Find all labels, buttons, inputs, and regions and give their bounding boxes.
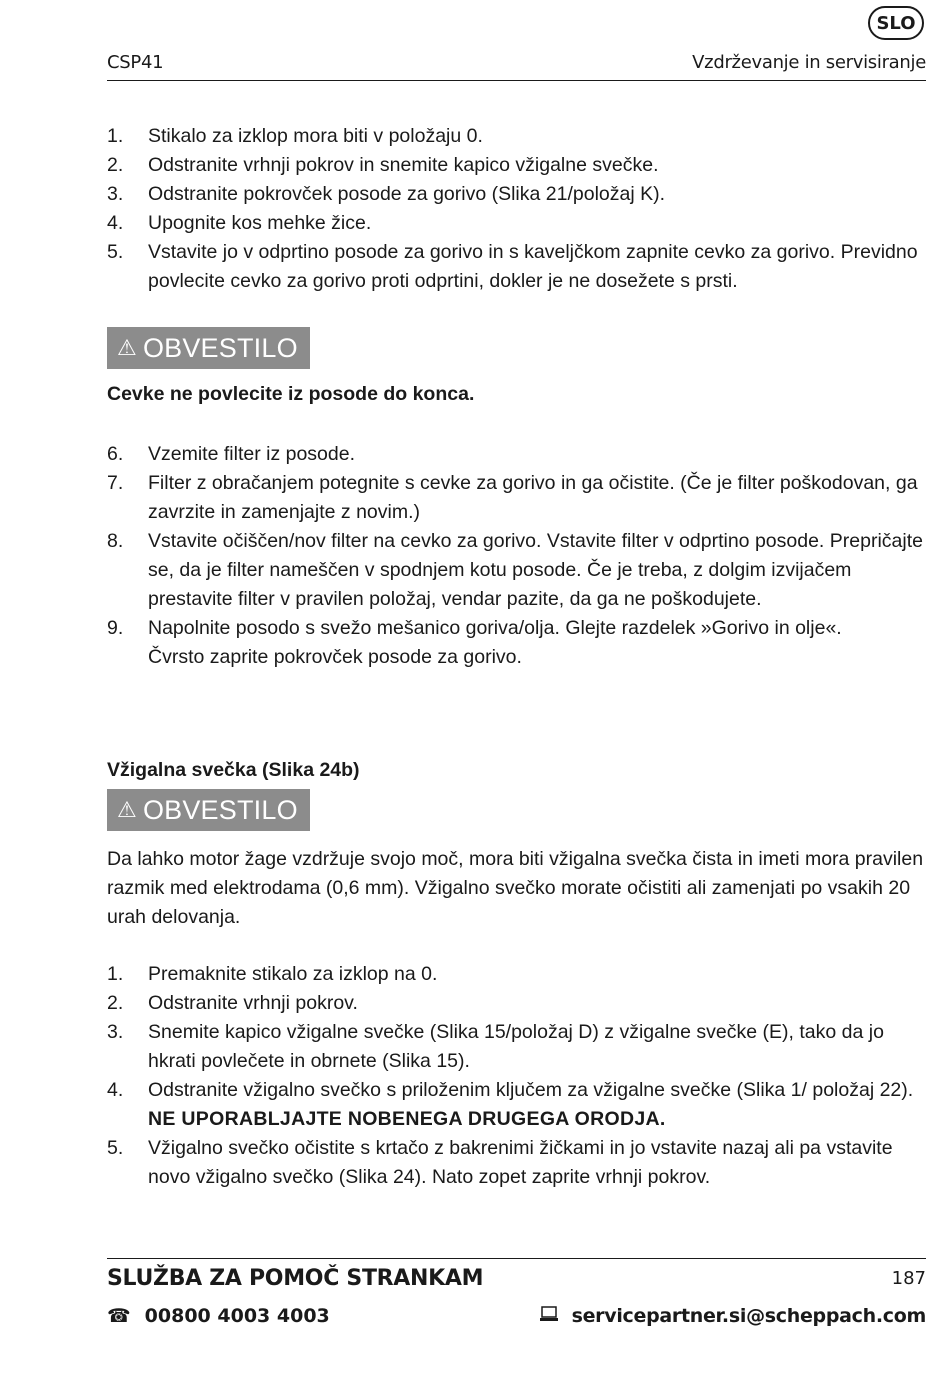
list-item <box>107 989 927 1018</box>
list-item <box>107 469 927 527</box>
notice-banner <box>107 789 310 831</box>
step-number: 4. <box>107 1079 124 1101</box>
step-text: Odstranite vrhnji pokrov. <box>148 992 358 1014</box>
step-text: Snemite kapico vžigalne svečke (Slika 15/položaj D) z vžigalne svečke (E), tako da jo hkrati povlečete in obrnete (Slika 15). <box>148 1021 884 1072</box>
step-number: 5. <box>107 1137 124 1159</box>
language-code: SLO <box>876 12 916 34</box>
steps-list-1 <box>107 122 927 296</box>
list-item <box>107 238 927 296</box>
list-item <box>107 614 927 672</box>
list-item <box>107 1076 927 1134</box>
step-text: Upognite kos mehke žice. <box>148 212 372 234</box>
notice-banner <box>107 327 310 369</box>
list-item <box>107 1018 927 1076</box>
footer-email <box>540 1305 926 1327</box>
step-number: 5. <box>107 241 124 263</box>
step-text-continued: Čvrsto zaprite pokrovček posode za gorivo. <box>148 646 522 668</box>
step-text: Odstranite vrhnji pokrov in snemite kapico vžigalne svečke. <box>148 154 659 176</box>
warning-icon: ⚠ <box>117 335 137 361</box>
step-text: Vstavite jo v odprtino posode za gorivo in s kaveljčkom zapnite cevko za gorivo. Previdno povlecite cevko za gorivo proti odprtini, dokler je ne dosežete s prsti. <box>148 241 918 292</box>
step-text: Filter z obračanjem potegnite s cevke za gorivo in ga očistite. (Če je filter poškodovan, ga zavrzite in zamenjajte z novim.) <box>148 472 918 523</box>
steps-list-3 <box>107 960 927 1192</box>
footer-title: SLUŽBA ZA POMOČ STRANKAM <box>107 1266 484 1291</box>
warning-icon: ⚠ <box>117 797 137 823</box>
computer-icon <box>540 1305 558 1327</box>
step-number: 4. <box>107 212 124 234</box>
section-title: Vzdrževanje in servisiranje <box>692 52 926 73</box>
phone-number[interactable]: 00800 4003 4003 <box>144 1305 330 1327</box>
list-item <box>107 1134 927 1192</box>
step-number: 2. <box>107 992 124 1014</box>
model-name: CSP41 <box>107 52 164 73</box>
email-link[interactable]: servicepartner.si@scheppach.com <box>571 1305 926 1327</box>
notice-text: Cevke ne povlecite iz posode do konca. <box>107 383 475 405</box>
step-number: 2. <box>107 154 124 176</box>
step-text: Odstranite vžigalno svečko s priloženim ključem za vžigalne svečke (Slika 1/ položaj 22). <box>148 1079 914 1101</box>
step-text: Vžigalno svečko očistite s krtačo z bakrenimi žičkami in jo vstavite nazaj ali pa vstavite novo vžigalno svečko (Slika 24). Nato zopet zaprite vrhnji pokrov. <box>148 1137 893 1188</box>
footer-divider <box>107 1258 926 1259</box>
step-number: 6. <box>107 443 124 465</box>
footer-phone <box>107 1305 330 1327</box>
section-heading: Vžigalna svečka (Slika 24b) <box>107 759 360 781</box>
header-divider <box>107 80 926 81</box>
step-number: 3. <box>107 183 124 205</box>
list-item <box>107 151 927 180</box>
step-number: 7. <box>107 472 124 494</box>
step-text: Vstavite očiščen/nov filter na cevko za gorivo. Vstavite filter v odprtino posode. Prepričajte se, da je filter nameščen v spodnjem kotu posode. Če je treba, z dolgim izvijačem prestavite filter v pravilen položaj, vendar pazite, da ga ne poškodujete. <box>148 530 923 610</box>
step-warning-text: NE UPORABLJAJTE NOBENEGA DRUGEGA ORODJA. <box>148 1108 666 1130</box>
step-text: Odstranite pokrovček posode za gorivo (Slika 21/položaj K). <box>148 183 666 205</box>
step-text: Premaknite stikalo za izklop na 0. <box>148 963 438 985</box>
step-number: 1. <box>107 125 124 147</box>
list-item <box>107 440 927 469</box>
list-item <box>107 180 927 209</box>
phone-icon: ☎ <box>107 1305 131 1327</box>
notice-label: OBVESTILO <box>142 332 298 363</box>
list-item <box>107 960 927 989</box>
notice-label: OBVESTILO <box>142 794 298 825</box>
list-item <box>107 122 927 151</box>
language-badge <box>868 6 924 40</box>
list-item <box>107 527 927 614</box>
list-item <box>107 209 927 238</box>
step-text: Vzemite filter iz posode. <box>148 443 356 465</box>
step-text: Stikalo za izklop mora biti v položaju 0. <box>148 125 483 147</box>
step-number: 8. <box>107 530 124 552</box>
step-number: 3. <box>107 1021 124 1043</box>
steps-list-2 <box>107 440 927 672</box>
step-text: Napolnite posodo s svežo mešanico goriva/olja. Glejte razdelek »Gorivo in olje«. <box>148 617 842 639</box>
page-number: 187 <box>891 1268 926 1289</box>
step-number: 9. <box>107 617 124 639</box>
notice-paragraph: Da lahko motor žage vzdržuje svojo moč, mora biti vžigalna svečka čista in imeti mora pravilen razmik med elektrodama (0,6 mm). Vžigalno svečko morate očistiti ali zamenjati po vsakih 20 urah delovanja. <box>107 848 924 928</box>
step-number: 1. <box>107 963 124 985</box>
